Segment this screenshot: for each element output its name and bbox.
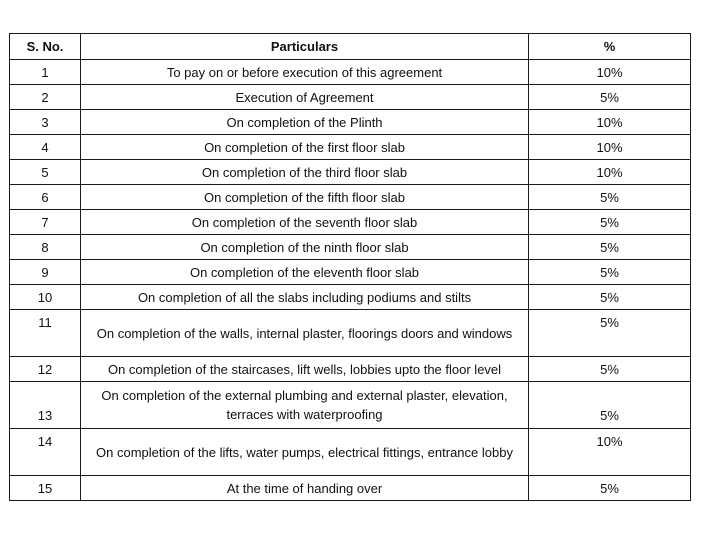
cell-particulars: On completion of the walls, internal plaster, floorings doors and windows <box>81 310 529 357</box>
cell-particulars: On completion of the first floor slab <box>81 135 529 160</box>
table-row <box>10 476 691 501</box>
header-percent: % <box>529 34 691 60</box>
cell-particulars: On completion of the seventh floor slab <box>81 210 529 235</box>
cell-particulars: On completion of the ninth floor slab <box>81 235 529 260</box>
table-header-row <box>10 34 691 60</box>
table-row <box>10 110 691 135</box>
table-row <box>10 310 691 357</box>
table-row <box>10 357 691 382</box>
cell-percent: 5% <box>529 357 691 382</box>
cell-sno: 2 <box>10 85 81 110</box>
table-row <box>10 210 691 235</box>
cell-particulars: To pay on or before execution of this agreement <box>81 60 529 85</box>
table-row <box>10 135 691 160</box>
cell-particulars: On completion of the fifth floor slab <box>81 185 529 210</box>
cell-particulars: On completion of the staircases, lift wells, lobbies upto the floor level <box>81 357 529 382</box>
cell-sno: 6 <box>10 185 81 210</box>
table-row <box>10 260 691 285</box>
cell-particulars: At the time of handing over <box>81 476 529 501</box>
payment-schedule-table <box>9 33 691 501</box>
cell-percent: 5% <box>529 382 691 429</box>
table-row <box>10 185 691 210</box>
cell-particulars: On completion of the Plinth <box>81 110 529 135</box>
table-row <box>10 382 691 429</box>
cell-percent: 5% <box>529 310 691 357</box>
cell-particulars: On completion of the lifts, water pumps, electrical fittings, entrance lobby <box>81 429 529 476</box>
cell-particulars: On completion of the external plumbing and external plaster, elevation, terraces with waterproofing <box>81 382 529 429</box>
cell-sno: 3 <box>10 110 81 135</box>
table-row <box>10 85 691 110</box>
cell-percent: 5% <box>529 476 691 501</box>
cell-percent: 5% <box>529 210 691 235</box>
cell-sno: 7 <box>10 210 81 235</box>
cell-sno: 9 <box>10 260 81 285</box>
table-row <box>10 429 691 476</box>
cell-sno: 1 <box>10 60 81 85</box>
cell-percent: 10% <box>529 429 691 476</box>
cell-sno: 15 <box>10 476 81 501</box>
table-row <box>10 60 691 85</box>
cell-particulars: On completion of the third floor slab <box>81 160 529 185</box>
cell-percent: 10% <box>529 160 691 185</box>
cell-sno: 8 <box>10 235 81 260</box>
cell-percent: 5% <box>529 235 691 260</box>
cell-sno: 14 <box>10 429 81 476</box>
cell-sno: 5 <box>10 160 81 185</box>
cell-particulars: On completion of the eleventh floor slab <box>81 260 529 285</box>
cell-percent: 5% <box>529 85 691 110</box>
cell-percent: 5% <box>529 185 691 210</box>
header-particulars: Particulars <box>81 34 529 60</box>
cell-percent: 10% <box>529 110 691 135</box>
header-sno: S. No. <box>10 34 81 60</box>
cell-sno: 12 <box>10 357 81 382</box>
table-row <box>10 235 691 260</box>
cell-sno: 10 <box>10 285 81 310</box>
cell-particulars: On completion of all the slabs including podiums and stilts <box>81 285 529 310</box>
cell-percent: 10% <box>529 135 691 160</box>
table-row <box>10 285 691 310</box>
cell-percent: 5% <box>529 260 691 285</box>
cell-sno: 13 <box>10 382 81 429</box>
cell-sno: 11 <box>10 310 81 357</box>
cell-particulars: Execution of Agreement <box>81 85 529 110</box>
cell-percent: 10% <box>529 60 691 85</box>
table-row <box>10 160 691 185</box>
cell-sno: 4 <box>10 135 81 160</box>
cell-percent: 5% <box>529 285 691 310</box>
